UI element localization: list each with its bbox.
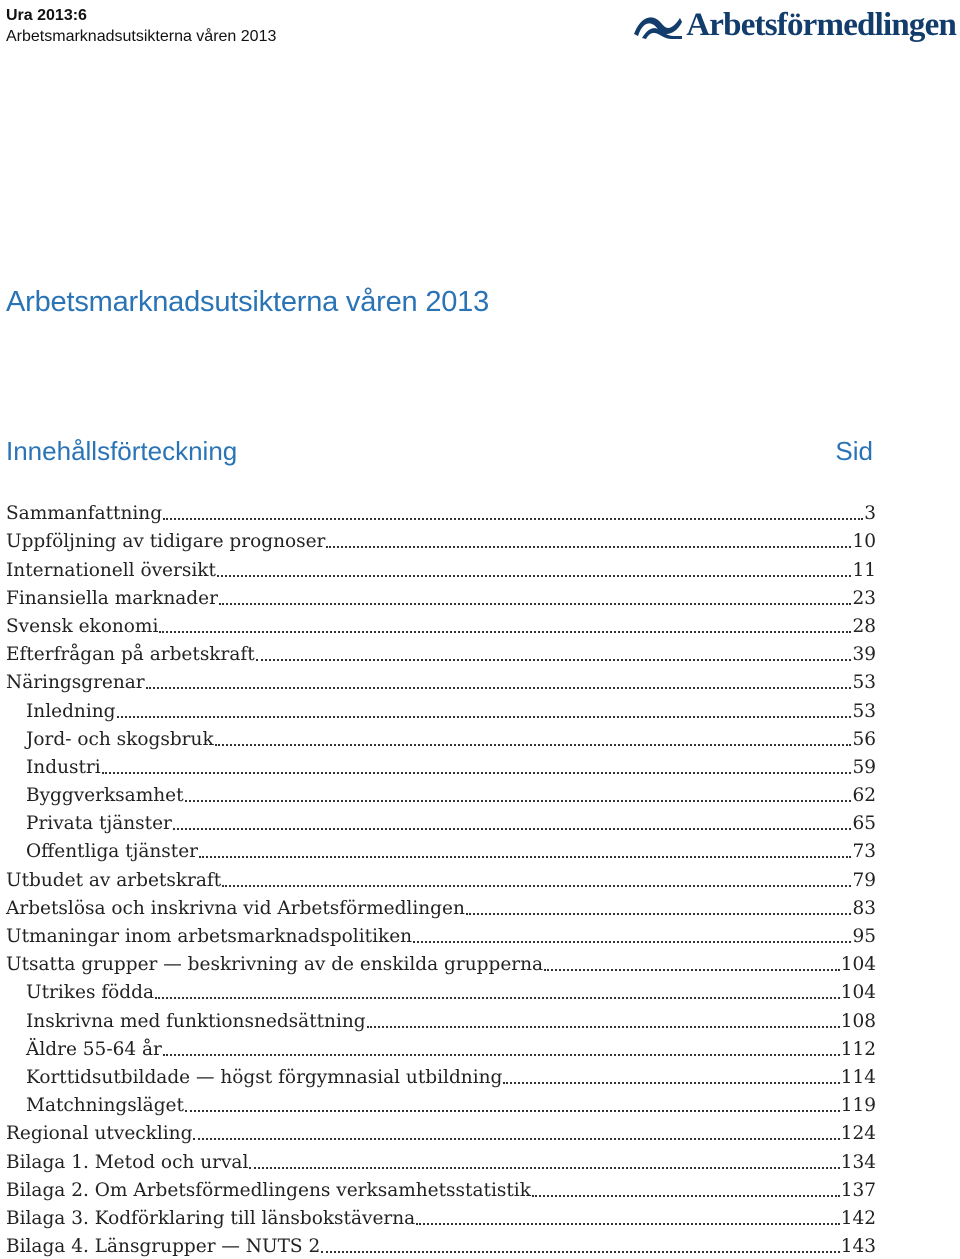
toc-entry-title: Byggverksamhet — [26, 785, 184, 807]
toc-entry[interactable] — [6, 949, 876, 977]
toc-dot-leader — [159, 631, 851, 633]
arbetsformedlingen-logo — [632, 4, 956, 46]
logo-wordmark: Arbetsförmedlingen — [686, 7, 956, 43]
toc-entry-page: 134 — [840, 1151, 876, 1173]
toc-entry-page: 53 — [852, 700, 876, 722]
toc-entry[interactable] — [6, 498, 876, 526]
toc-entry-title: Industri — [26, 756, 101, 778]
toc-entry[interactable] — [6, 695, 876, 723]
toc-entry[interactable] — [6, 1175, 876, 1203]
toc-entry[interactable] — [6, 808, 876, 836]
toc-entry[interactable] — [6, 1090, 876, 1118]
toc-dot-leader — [163, 518, 863, 520]
toc-entry[interactable] — [6, 864, 876, 892]
toc-dot-leader — [503, 1082, 839, 1084]
toc-entry-title: Utrikes födda — [26, 982, 155, 1004]
toc-entry-page: 112 — [840, 1038, 876, 1060]
toc-dot-leader — [416, 1223, 840, 1225]
toc-entry[interactable] — [6, 921, 876, 949]
toc-entry-title: Jord- och skogsbruk — [26, 728, 214, 750]
toc-entry-page: 104 — [840, 954, 876, 976]
toc-entry[interactable] — [6, 1203, 876, 1231]
toc-dot-leader — [163, 1054, 840, 1056]
toc-entry-title: Efterfrågan på arbetskraft — [6, 644, 255, 666]
toc-entry[interactable] — [6, 526, 876, 554]
toc-entry-title: Inledning — [26, 700, 116, 722]
toc-dot-leader — [185, 1110, 840, 1112]
toc-entry-page: 10 — [852, 531, 876, 553]
toc-entry-page: 95 — [852, 926, 876, 947]
toc-entry[interactable] — [6, 583, 876, 611]
toc-dot-leader — [217, 575, 852, 577]
toc-entry-title: Svensk ekonomi — [6, 615, 159, 637]
toc-entry[interactable] — [6, 667, 876, 695]
toc-page-column-label: Sid — [835, 436, 873, 466]
toc-entry[interactable] — [6, 1231, 876, 1259]
toc-entry-title: Bilaga 1. Metod och urval — [6, 1151, 249, 1173]
toc-entry-title: Arbetslösa och inskrivna vid Arbetsförmedlingen — [6, 897, 465, 919]
document-title: Arbetsmarknadsutsikterna våren 2013 — [6, 286, 490, 318]
toc-entry-title: Utmaningar inom arbetsmarknadspolitiken — [6, 926, 413, 947]
toc-dot-leader — [193, 1138, 839, 1140]
toc-dot-leader — [256, 659, 852, 661]
toc-dot-leader — [117, 716, 852, 718]
toc-entry-title: Korttidsutbildade — högst förgymnasial utbildning — [26, 1066, 503, 1088]
report-header — [6, 6, 276, 48]
toc-entry-page: 83 — [852, 897, 876, 919]
toc-entry-page: 137 — [840, 1179, 876, 1201]
toc-entry[interactable] — [6, 780, 876, 808]
toc-dot-leader — [249, 1167, 839, 1169]
toc-heading: Innehållsförteckning — [6, 436, 238, 466]
toc-entry-title: Utbudet av arbetskraft — [6, 869, 222, 891]
toc-entry-title: Bilaga 3. Kodförklaring till länsbokstäverna — [6, 1207, 416, 1229]
arbetsformedlingen-logo-icon — [632, 10, 684, 40]
toc-entry-page: 124 — [840, 1123, 876, 1145]
toc-dot-leader — [155, 997, 840, 999]
toc-entry-page: 142 — [840, 1207, 876, 1229]
toc-entry-title: Äldre 55-64 år — [26, 1038, 162, 1060]
toc-entry-page: 65 — [852, 813, 876, 835]
toc-entry-page: 79 — [852, 869, 876, 891]
toc-dot-leader — [326, 546, 851, 548]
toc-entry[interactable] — [6, 893, 876, 921]
toc-dot-leader — [413, 941, 851, 943]
toc-dot-leader — [199, 856, 851, 858]
toc-entry[interactable] — [6, 1034, 876, 1062]
toc-dot-leader — [367, 1026, 840, 1028]
toc-entry[interactable] — [6, 639, 876, 667]
toc-entry-page: 104 — [840, 982, 876, 1004]
toc-entry-title: Bilaga 4. Länsgrupper — NUTS 2 — [6, 1236, 321, 1258]
toc-entry-page: 108 — [840, 1010, 876, 1032]
toc-entry-title: Inskrivna med funktionsnedsättning — [26, 1010, 366, 1032]
toc-entry-page: 56 — [852, 728, 876, 750]
toc-entry-title: Offentliga tjänster — [26, 841, 199, 863]
toc-dot-leader — [466, 913, 852, 915]
toc-dot-leader — [321, 1251, 839, 1253]
toc-dot-leader — [102, 772, 852, 774]
toc-entry-page: 119 — [840, 1095, 876, 1117]
toc-entry[interactable] — [6, 752, 876, 780]
report-code: Ura 2013:6 — [6, 7, 87, 24]
toc-heading-row — [6, 434, 872, 468]
toc-entry[interactable] — [6, 724, 876, 752]
toc-entry-title: Privata tjänster — [26, 813, 172, 835]
toc-entry[interactable] — [6, 1005, 876, 1033]
toc-entry[interactable] — [6, 836, 876, 864]
toc-dot-leader — [215, 744, 852, 746]
toc-entry[interactable] — [6, 1146, 876, 1174]
toc-dot-leader — [219, 603, 852, 605]
toc-entry[interactable] — [6, 1062, 876, 1090]
toc-entry-page: 53 — [852, 672, 876, 694]
table-of-contents — [6, 498, 876, 1259]
toc-entry[interactable] — [6, 554, 876, 582]
toc-entry-title: Matchningsläget — [26, 1095, 184, 1117]
toc-entry-title: Internationell översikt — [6, 559, 216, 581]
toc-entry-page: 143 — [840, 1236, 876, 1258]
toc-dot-leader — [185, 800, 852, 802]
toc-entry-title: Regional utveckling — [6, 1123, 193, 1145]
toc-entry-title: Uppföljning av tidigare prognoser — [6, 531, 326, 553]
toc-dot-leader — [544, 969, 840, 971]
toc-entry[interactable] — [6, 1118, 876, 1146]
toc-dot-leader — [532, 1195, 840, 1197]
toc-entry-title: Finansiella marknader — [6, 587, 218, 609]
toc-dot-leader — [146, 687, 852, 689]
toc-dot-leader — [173, 828, 852, 830]
toc-entry-page: 23 — [852, 587, 876, 609]
toc-entry[interactable] — [6, 611, 876, 639]
toc-entry-page: 62 — [852, 785, 876, 807]
toc-entry-title: Sammanfattning — [6, 503, 163, 525]
toc-entry-title: Näringsgrenar — [6, 672, 145, 694]
toc-entry-page: 114 — [840, 1066, 876, 1088]
toc-entry-page: 39 — [852, 644, 876, 666]
toc-entry-title: Utsatta grupper — beskrivning av de enskilda grupperna — [6, 954, 544, 976]
report-subtitle: Arbetsmarknadsutsikterna våren 2013 — [6, 28, 277, 45]
toc-entry[interactable] — [6, 977, 876, 1005]
toc-entry-title: Bilaga 2. Om Arbetsförmedlingens verksamhetsstatistik — [6, 1179, 531, 1201]
toc-entry-page: 3 — [864, 503, 876, 525]
toc-entry-page: 11 — [852, 559, 876, 581]
toc-entry-page: 59 — [852, 756, 876, 778]
toc-entry-page: 28 — [852, 615, 876, 637]
toc-entry-page: 73 — [852, 841, 876, 863]
toc-dot-leader — [222, 885, 851, 887]
